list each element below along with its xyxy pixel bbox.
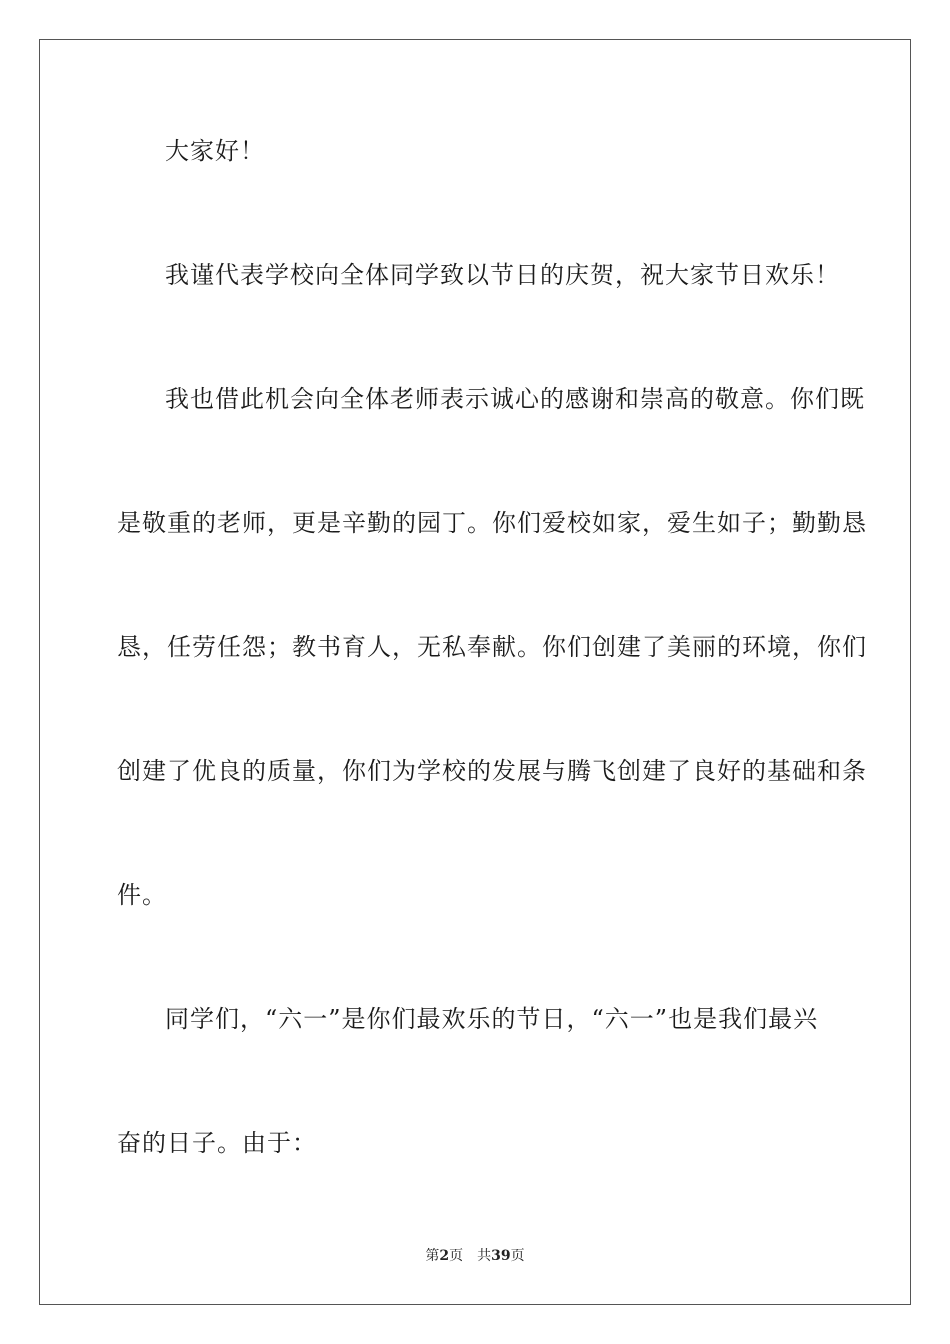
page-footer (0, 1246, 950, 1266)
paragraph-line: 创建了优良的质量，你们为学校的发展与腾飞创建了良好的基础和条 (117, 757, 867, 785)
paragraph-line: 件。 (117, 881, 167, 909)
paragraph-line: 恳，任劳任怨；教书育人，无私奉献。你们创建了美丽的环境，你们 (117, 633, 867, 661)
page-prefix: 第 (425, 1248, 440, 1264)
paragraph-line: 同学们，“六一”是你们最欢乐的节日，“六一”也是我们最兴 (165, 1005, 819, 1033)
total-prefix: 共 (477, 1248, 492, 1264)
paragraph-line: 奋的日子。由于： (117, 1129, 317, 1157)
paragraph-line: 我谨代表学校向全体同学致以节日的庆贺，祝大家节日欢乐！ (165, 261, 840, 289)
greeting-line: 大家好！ (165, 137, 265, 165)
paragraph-line: 是敬重的老师，更是辛勤的园丁。你们爱校如家，爱生如子；勤勤恳 (117, 509, 867, 537)
total-suffix: 页 (510, 1248, 525, 1264)
total-pages: 39 (491, 1248, 511, 1264)
paragraph-line: 我也借此机会向全体老师表示诚心的感谢和崇高的敬意。你们既 (165, 385, 865, 413)
page-suffix: 页 (449, 1248, 464, 1264)
page-number: 2 (439, 1248, 450, 1264)
page-frame (39, 39, 911, 1305)
